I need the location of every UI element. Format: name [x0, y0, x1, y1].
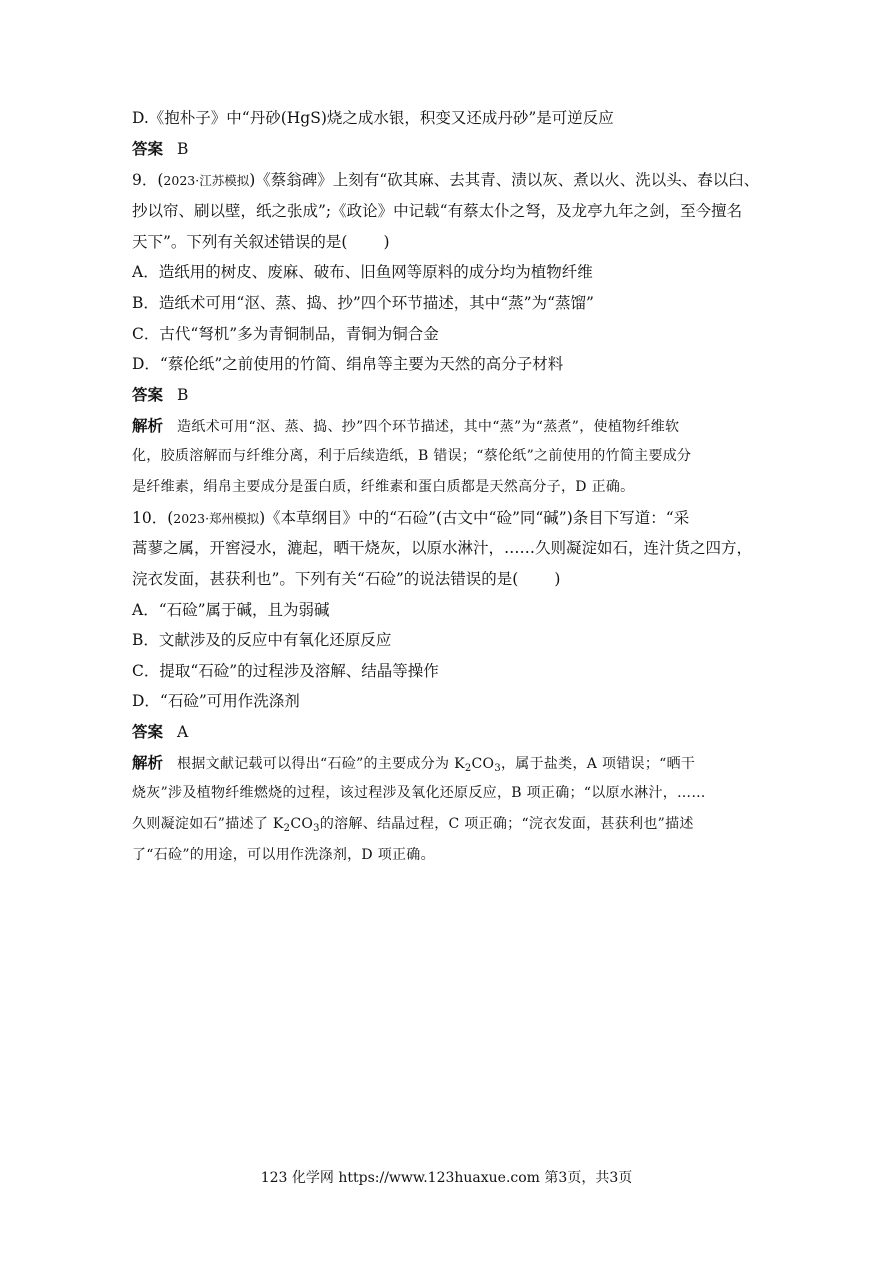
explanation-text: 造纸术可用“沤、蒸、捣、抄”四个环节描述，其中“蒸”为“蒸煮”，使植物纤维软 [177, 419, 680, 435]
option-d-q9: D．“蔡伦纸”之前使用的竹简、绢帛等主要为天然的高分子材料 [132, 355, 564, 373]
page-footer [0, 1168, 893, 1188]
answer-q10 [132, 722, 772, 742]
question-text: 浣衣发面，甚获利也”。下列有关“石硷”的说法错误的是( [132, 570, 519, 588]
explanation-label: 解析 [132, 416, 164, 435]
option-d-q10: D．“石硷”可用作洗涤剂 [132, 692, 300, 710]
answer-value: B [177, 140, 189, 158]
answer-paren: ) [554, 570, 561, 588]
option-c-q10: C．提取“石硷”的过程涉及溶解、结晶等操作 [132, 662, 439, 680]
footer-site: 123 化学网 [260, 1170, 334, 1186]
question-10-line-1 [132, 508, 772, 529]
answer-label: 答案 [132, 722, 164, 741]
footer-url[interactable]: https://www.123huaxue.com [338, 1170, 540, 1186]
question-10-line-3 [132, 569, 772, 589]
question-9-line-1 [132, 170, 772, 191]
answer-q8 [132, 139, 772, 159]
question-9-line-2: 抄以帘、刷以壁，纸之张成”;《政论》中记载“有蔡太仆之弩，及龙亭九年之剑，至今擅名 [132, 202, 743, 220]
explanation-q9-line-3: 是纤维素，绢帛主要成分是蛋白质，纤维素和蛋白质都是天然高分子，D 正确。 [132, 479, 635, 495]
question-number: 9．( [132, 171, 164, 189]
question-text: )《本草纲目》中的“石硷”(古文中“硷”同“碱”)条目下写道：“采 [259, 509, 690, 527]
option-b-q9: B．造纸术可用“沤、蒸、捣、抄”四个环节描述，其中“蒸”为“蒸馏” [132, 294, 594, 312]
explanation-q10-line-4: 了“石硷”的用途，可以用作洗涤剂，D 项正确。 [132, 847, 435, 863]
option-c-q9: C．古代“弩机”多为青铜制品，青铜为铜合金 [132, 325, 439, 343]
explanation-q10-line-3: 久则凝淀如石”描述了 $K_2CO_3$的溶解、结晶过程，C 项正确；“浣衣发面，甚获利也”描述 [132, 816, 694, 834]
question-10-line-2: 蒿蓼之属，开窖浸水，漉起，晒干烧灰，以原水淋汁，……久则凝淀如石，连汁货之四方， [132, 539, 753, 557]
question-9-line-3 [132, 232, 772, 252]
question-source: 2023·江苏模拟 [163, 173, 250, 188]
answer-label: 答案 [132, 139, 164, 158]
option-d-q8: D.《抱朴子》中“丹砂(HgS)烧之成水银，积变又还成丹砂”是可逆反应 [132, 109, 614, 127]
answer-label: 答案 [132, 385, 164, 404]
option-a-q9: A．造纸用的树皮、废麻、破布、旧鱼网等原料的成分均为植物纤维 [132, 263, 593, 281]
footer-page-number: 第3页，共3页 [544, 1170, 633, 1186]
option-b-q10: B．文献涉及的反应中有氧化还原反应 [132, 631, 392, 649]
answer-q9 [132, 385, 772, 405]
explanation-text: 根据文献记载可以得出“石硷”的主要成分为 $K_2CO_3$，属于盐类，A 项错误；“晒干 [177, 756, 696, 774]
question-text: )《蔡翁碑》上刻有“砍其麻、去其青、渍以灰、煮以火、洗以头、舂以臼、 [249, 171, 760, 189]
answer-value: A [177, 723, 189, 741]
option-a-q10: A．“石硷”属于碱，且为弱碱 [132, 601, 330, 619]
explanation-q10-line-2: 烧灰”涉及植物纤维燃烧的过程，该过程涉及氧化还原反应，B 项正确；“以原水淋汁，…… [132, 785, 706, 801]
explanation-q10-line-1 [132, 753, 772, 774]
explanation-q9-line-2: 化，胶质溶解而与纤维分离，利于后续造纸，B 错误；“蔡伦纸”之前使用的竹简主要成分 [132, 448, 692, 464]
question-number: 10．( [132, 509, 174, 527]
answer-paren: ) [383, 233, 390, 251]
question-text: 天下”。下列有关叙述错误的是( [132, 233, 348, 251]
explanation-q9-line-1 [132, 416, 772, 437]
question-source: 2023·郑州模拟 [173, 511, 260, 526]
explanation-label: 解析 [132, 753, 164, 772]
answer-value: B [177, 386, 189, 404]
